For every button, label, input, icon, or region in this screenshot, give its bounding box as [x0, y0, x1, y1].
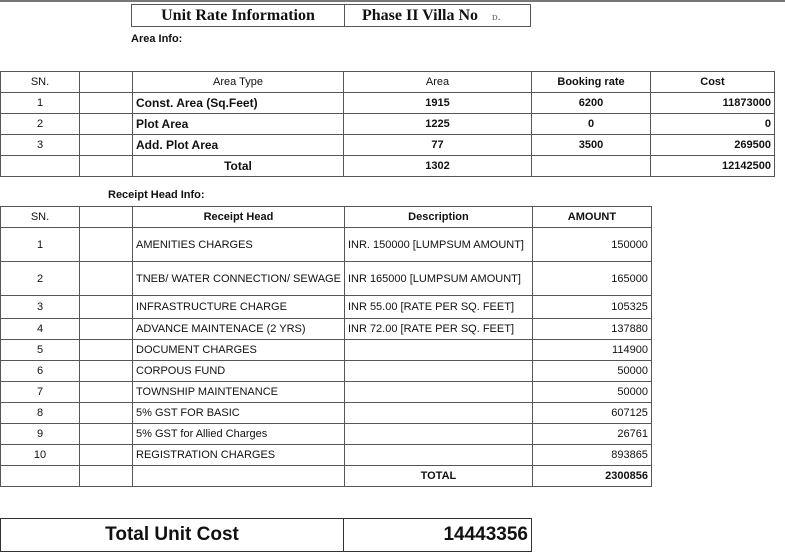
table-row — [1, 296, 652, 319]
blank-cell — [80, 424, 133, 445]
col-sn: SN. — [1, 72, 80, 93]
col-amount: AMOUNT — [532, 207, 651, 228]
row-booking-rate: 3500 — [532, 135, 651, 156]
row-receipt-head: TNEB/ WATER CONNECTION/ SEWAGE — [133, 262, 345, 296]
table-row — [1, 361, 652, 382]
row-sn: 2 — [1, 114, 80, 135]
row-cost: 11873000 — [651, 93, 775, 114]
row-area-type: Add. Plot Area — [133, 135, 344, 156]
blank-cell — [80, 382, 133, 403]
row-sn: 8 — [1, 403, 80, 424]
row-description: INR 72.00 [RATE PER SQ. FEET] — [344, 319, 532, 340]
row-area: 77 — [344, 135, 532, 156]
table-row — [1, 114, 775, 135]
row-receipt-head: ADVANCE MAINTENACE (2 YRS) — [133, 319, 345, 340]
receipt-total-amount: 2300856 — [532, 466, 651, 487]
row-sn: 10 — [1, 445, 80, 466]
table-row — [1, 228, 652, 262]
row-receipt-head: 5% GST FOR BASIC — [133, 403, 345, 424]
row-amount: 50000 — [532, 382, 651, 403]
row-sn: 5 — [1, 340, 80, 361]
col-cost: Cost — [651, 72, 775, 93]
row-description — [344, 361, 532, 382]
row-description: INR 55.00 [RATE PER SQ. FEET] — [344, 296, 532, 319]
row-amount: 137880 — [532, 319, 651, 340]
top-border-line — [0, 0, 785, 2]
row-area: 1915 — [344, 93, 532, 114]
area-header-row — [1, 72, 775, 93]
table-row — [1, 135, 775, 156]
row-amount: 150000 — [532, 228, 651, 262]
row-description — [344, 403, 532, 424]
blank-cell — [80, 466, 133, 487]
col-sn: SN. — [1, 207, 80, 228]
project-cell — [345, 5, 531, 27]
blank-cell — [80, 361, 133, 382]
row-booking-rate: 6200 — [532, 93, 651, 114]
total-unit-cost-table — [0, 518, 532, 552]
table-row — [1, 445, 652, 466]
col-description: Description — [344, 207, 532, 228]
blank-cell — [80, 135, 133, 156]
table-row — [1, 403, 652, 424]
row-area-type: Const. Area (Sq.Feet) — [133, 93, 344, 114]
row-amount: 607125 — [532, 403, 651, 424]
row-cost: 0 — [651, 114, 775, 135]
blank-cell — [1, 466, 80, 487]
row-amount: 50000 — [532, 361, 651, 382]
table-row — [1, 319, 652, 340]
row-description — [344, 382, 532, 403]
blank-cell — [80, 445, 133, 466]
row-sn: 2 — [1, 262, 80, 296]
blank-cell — [80, 72, 133, 93]
row-description — [344, 340, 532, 361]
row-booking-rate: 0 — [532, 114, 651, 135]
row-sn: 1 — [1, 228, 80, 262]
row-amount: 893865 — [532, 445, 651, 466]
receipt-head-table — [0, 206, 652, 487]
row-receipt-head: REGISTRATION CHARGES — [133, 445, 345, 466]
row-receipt-head: AMENITIES CHARGES — [133, 228, 345, 262]
col-area: Area — [344, 72, 532, 93]
blank-cell — [532, 156, 651, 177]
row-sn: 4 — [1, 319, 80, 340]
row-amount: 165000 — [532, 262, 651, 296]
blank-cell — [80, 156, 133, 177]
row-area: 1225 — [344, 114, 532, 135]
row-receipt-head: CORPOUS FUND — [133, 361, 345, 382]
total-unit-cost-label: Total Unit Cost — [1, 519, 344, 552]
col-area-type: Area Type — [133, 72, 344, 93]
row-description — [344, 424, 532, 445]
receipt-info-label: Receipt Head Info: — [108, 189, 205, 201]
blank-cell — [80, 93, 133, 114]
row-amount: 105325 — [532, 296, 651, 319]
area-total-label: Total — [133, 156, 344, 177]
area-info-table — [0, 71, 775, 177]
row-sn: 3 — [1, 296, 80, 319]
blank-cell — [80, 228, 133, 262]
blank-cell — [80, 207, 133, 228]
blank-cell — [80, 262, 133, 296]
row-sn: 7 — [1, 382, 80, 403]
row-description — [344, 445, 532, 466]
row-area-type: Plot Area — [133, 114, 344, 135]
table-row — [1, 340, 652, 361]
blank-cell — [80, 403, 133, 424]
col-booking-rate: Booking rate — [532, 72, 651, 93]
receipt-total-label: TOTAL — [344, 466, 532, 487]
receipt-header-row — [1, 207, 652, 228]
area-total-cost: 12142500 — [651, 156, 775, 177]
row-description: INR. 150000 [LUMPSUM AMOUNT] — [344, 228, 532, 262]
blank-cell — [80, 114, 133, 135]
page-title: Unit Rate Information — [132, 5, 345, 27]
row-sn: 9 — [1, 424, 80, 445]
area-total-row — [1, 156, 775, 177]
table-row — [1, 93, 775, 114]
villa-number: ᴅ. — [492, 10, 501, 23]
row-receipt-head: 5% GST for Allied Charges — [133, 424, 345, 445]
row-receipt-head: TOWNSHIP MAINTENANCE — [133, 382, 345, 403]
header-table — [131, 4, 531, 27]
blank-cell — [80, 340, 133, 361]
row-sn: 3 — [1, 135, 80, 156]
project-name: Phase II Villa No — [362, 6, 479, 24]
row-cost: 269500 — [651, 135, 775, 156]
col-receipt-head: Receipt Head — [133, 207, 345, 228]
row-amount: 26761 — [532, 424, 651, 445]
table-row — [1, 424, 652, 445]
blank-cell — [1, 156, 80, 177]
receipt-total-row — [1, 466, 652, 487]
row-sn: 1 — [1, 93, 80, 114]
table-row — [1, 382, 652, 403]
area-info-label: Area Info: — [131, 33, 183, 45]
row-receipt-head: DOCUMENT CHARGES — [133, 340, 345, 361]
blank-cell — [80, 319, 133, 340]
row-receipt-head: INFRASTRUCTURE CHARGE — [133, 296, 345, 319]
blank-cell — [80, 296, 133, 319]
blank-cell — [133, 466, 345, 487]
area-total-area: 1302 — [344, 156, 532, 177]
row-amount: 114900 — [532, 340, 651, 361]
row-description: INR 165000 [LUMPSUM AMOUNT] — [344, 262, 532, 296]
row-sn: 6 — [1, 361, 80, 382]
total-unit-cost-value: 14443356 — [344, 519, 532, 552]
table-row — [1, 262, 652, 296]
